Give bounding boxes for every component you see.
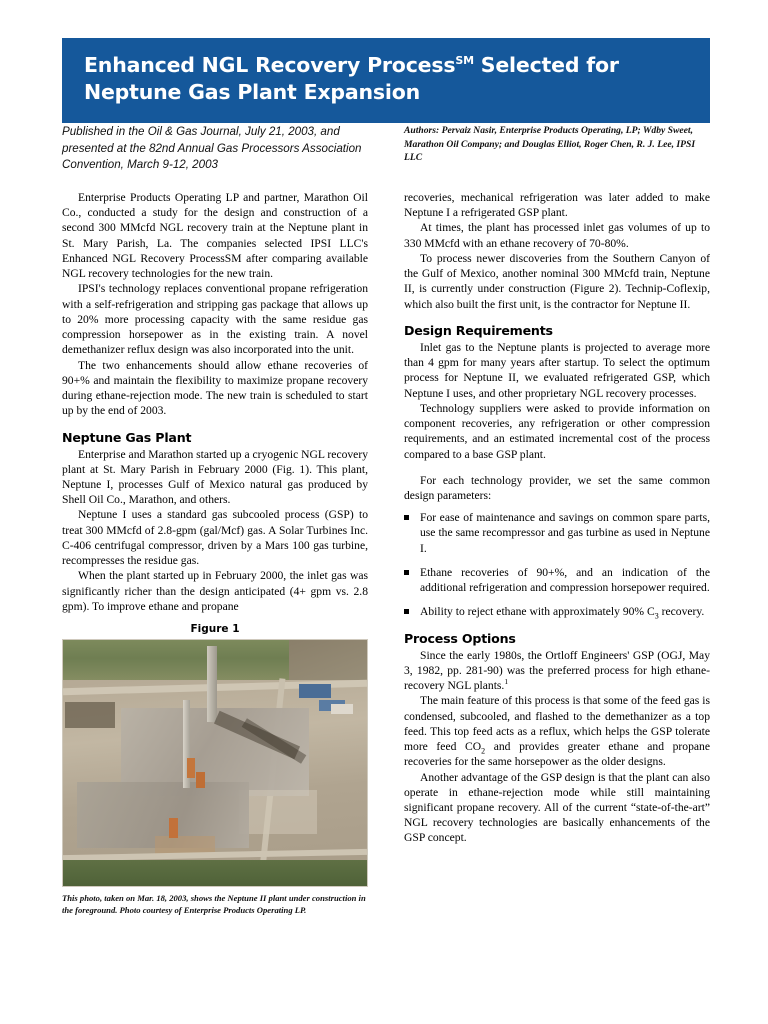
paragraph: At times, the plant has processed inlet gas volumes of up to 330 MMcfd with an ethane recovery of 70-80%. [404, 221, 710, 250]
figure-caption: This photo, taken on Mar. 18, 2003, shows the Neptune II plant under construction in the foreground. Photo courtesy of Enterprise Products Operating LP. [62, 893, 366, 915]
section-heading-design-requirements: Design Requirements [404, 322, 553, 338]
photo-concrete-pad [239, 790, 317, 834]
photo-grass-bottom [63, 860, 367, 886]
paragraph: To process newer discoveries from the Southern Canyon of the Gulf of Mexico, another nominal 300 MMcfd train, Neptune II, is currently under construction (Figure 2). Technip-Coflexip, which also built the first unit, is the contractor for Neptune II. [404, 251, 710, 311]
paragraph-continued: recoveries, mechanical refrigeration was later added to make Neptune I a refrigerated GSP plant. [404, 191, 710, 220]
paragraph: Inlet gas to the Neptune plants is projected to average more than 4 gpm for many years after startup. To select the optimum process for Neptune II, we evaluated refrigerated GSP, which Neptune I uses, and other proprietary NGL recovery processes. [404, 340, 710, 400]
article-title-banner [62, 38, 710, 123]
paragraph: Technology suppliers were asked to provide information on component recoveries, any refrigeration or other compression requirements, and an estimated incremental cost of the process compared to a base GSP plant. [404, 401, 710, 461]
design-parameters-list [404, 510, 710, 619]
figure-label: Figure 1 [190, 623, 240, 636]
paragraph: Another advantage of the GSP design is that the plant can also operate in ethane-rejection mode while still maintaining significant propane recovery. All of the current “state-of-the-art” NGL recovery technologies are basically enhancements of the GSP concept. [404, 770, 710, 845]
paragraph-text: Since the early 1980s, the Ortloff Engineers' GSP (OGJ, May 3, 1982, pp. 281-90) was the preferred process for high ethane-recovery NGL plants. [404, 648, 710, 693]
photo-blue-building-1 [299, 684, 331, 698]
paragraph [404, 693, 710, 769]
aerial-plant-photo [62, 639, 368, 887]
photo-orange-equipment-3 [169, 818, 178, 838]
photo-dark-earth-mound [65, 702, 115, 728]
right-column [404, 190, 710, 916]
list-item [404, 604, 710, 619]
service-mark-superscript: SM [455, 54, 474, 68]
photo-white-building [331, 704, 353, 714]
article-columns [62, 190, 710, 916]
authors-list: Authors: Pervaiz Nasir, Enterprise Products Operating, LP; Wdby Sweet, Marathon Oil Company; and Douglas Elliot, Roger Chen, R. J. Lee, IPSI LLC [404, 125, 696, 164]
list-item: For ease of maintenance and savings on common spare parts, use the same recompressor and gas turbine as used in Neptune I. [404, 510, 710, 556]
subscript-co2: 2 [481, 746, 486, 756]
paragraph: Neptune I uses a standard gas subcooled process (GSP) to treat 300 MMcfd of 2.8-gpm (gal/Mcf) gas. A Solar Turbines Inc. C-406 centrifugal compressor, driven by a Mars 100 gas turbine, recompresses the residue gas. [62, 508, 368, 568]
paragraph: For each technology provider, we set the same common design parameters: [404, 473, 710, 502]
photo-orange-equipment-1 [187, 758, 195, 778]
list-item-text: Ability to reject ethane with approximately 90% C [420, 605, 655, 619]
paragraph: The two enhancements should allow ethane recoveries of 90+% and maintain the flexibility to maximize propane recovery during ethane-rejection mode. The new train is scheduled to start up by the end of 2003. [62, 358, 368, 418]
left-column [62, 190, 368, 916]
paragraph-text-tail: and provides greater ethane and propane recoveries for the same horsepower as the older designs. [404, 740, 710, 769]
publication-meta-row [62, 124, 710, 174]
section-heading-process-options: Process Options [404, 630, 516, 646]
paragraph-text: The main feature of this process is that some of the feed gas is condensed, subcooled, and flashed to the demethanizer as a top feed. This top feed acts as a reflux, which helps the GSP tolerate more feed CO [404, 694, 710, 754]
list-item-text-tail: recovery. [658, 605, 705, 619]
paragraph: Enterprise Products Operating LP and partner, Marathon Oil Co., conducted a study for the design and construction of a second 300 MMcfd NGL recovery train at the Neptune plant in St. Mary Parish, La. The companies selected IPSI LLC's Enhanced NGL Recovery ProcessSM after comparing available NGL recovery technologies for the new train. [62, 191, 368, 281]
section-heading-neptune-gas-plant: Neptune Gas Plant [62, 429, 192, 445]
title-line1-tail: Selected for [473, 53, 619, 77]
title-line2: Neptune Gas Plant Expansion [84, 80, 421, 105]
footnote-reference: 1 [504, 677, 509, 687]
photo-orange-equipment-2 [196, 772, 205, 788]
subscript-c3: 3 [654, 611, 659, 621]
publication-info: Published in the Oil & Gas Journal, July 21, 2003, and presented at the 82nd Annual Gas Processors Association Convention, March 9-12, 2003 [62, 125, 362, 172]
title-line1-text: Enhanced NGL Recovery Process [84, 53, 456, 77]
page-title [84, 52, 688, 107]
list-item: Ethane recoveries of 90+%, and an indication of the additional refrigeration and compression horsepower required. [404, 565, 710, 595]
photo-demethanizer-tower [207, 646, 217, 722]
paragraph: When the plant started up in February 2000, the inlet gas was significantly richer than the design anticipated (4+ gpm vs. 2.8 gpm). To improve ethane and propane [62, 569, 368, 613]
figure-1 [62, 623, 368, 916]
paragraph [404, 648, 710, 694]
paragraph: Enterprise and Marathon started up a cryogenic NGL recovery plant at St. Mary Parish in February 2000 (Fig. 1). This plant, Neptune I, processes Gulf of Mexico natural gas produced by Shell Oil Co., Marathon, and others. [62, 447, 368, 507]
paragraph: IPSI's technology replaces conventional propane refrigeration with a self-refrigeration and stripping gas package that allows up to 20% more processing capacity with the same residue gas compression horsepower as in the existing train. A novel demethanizer reflux design was also incorporated into the unit. [62, 282, 368, 357]
